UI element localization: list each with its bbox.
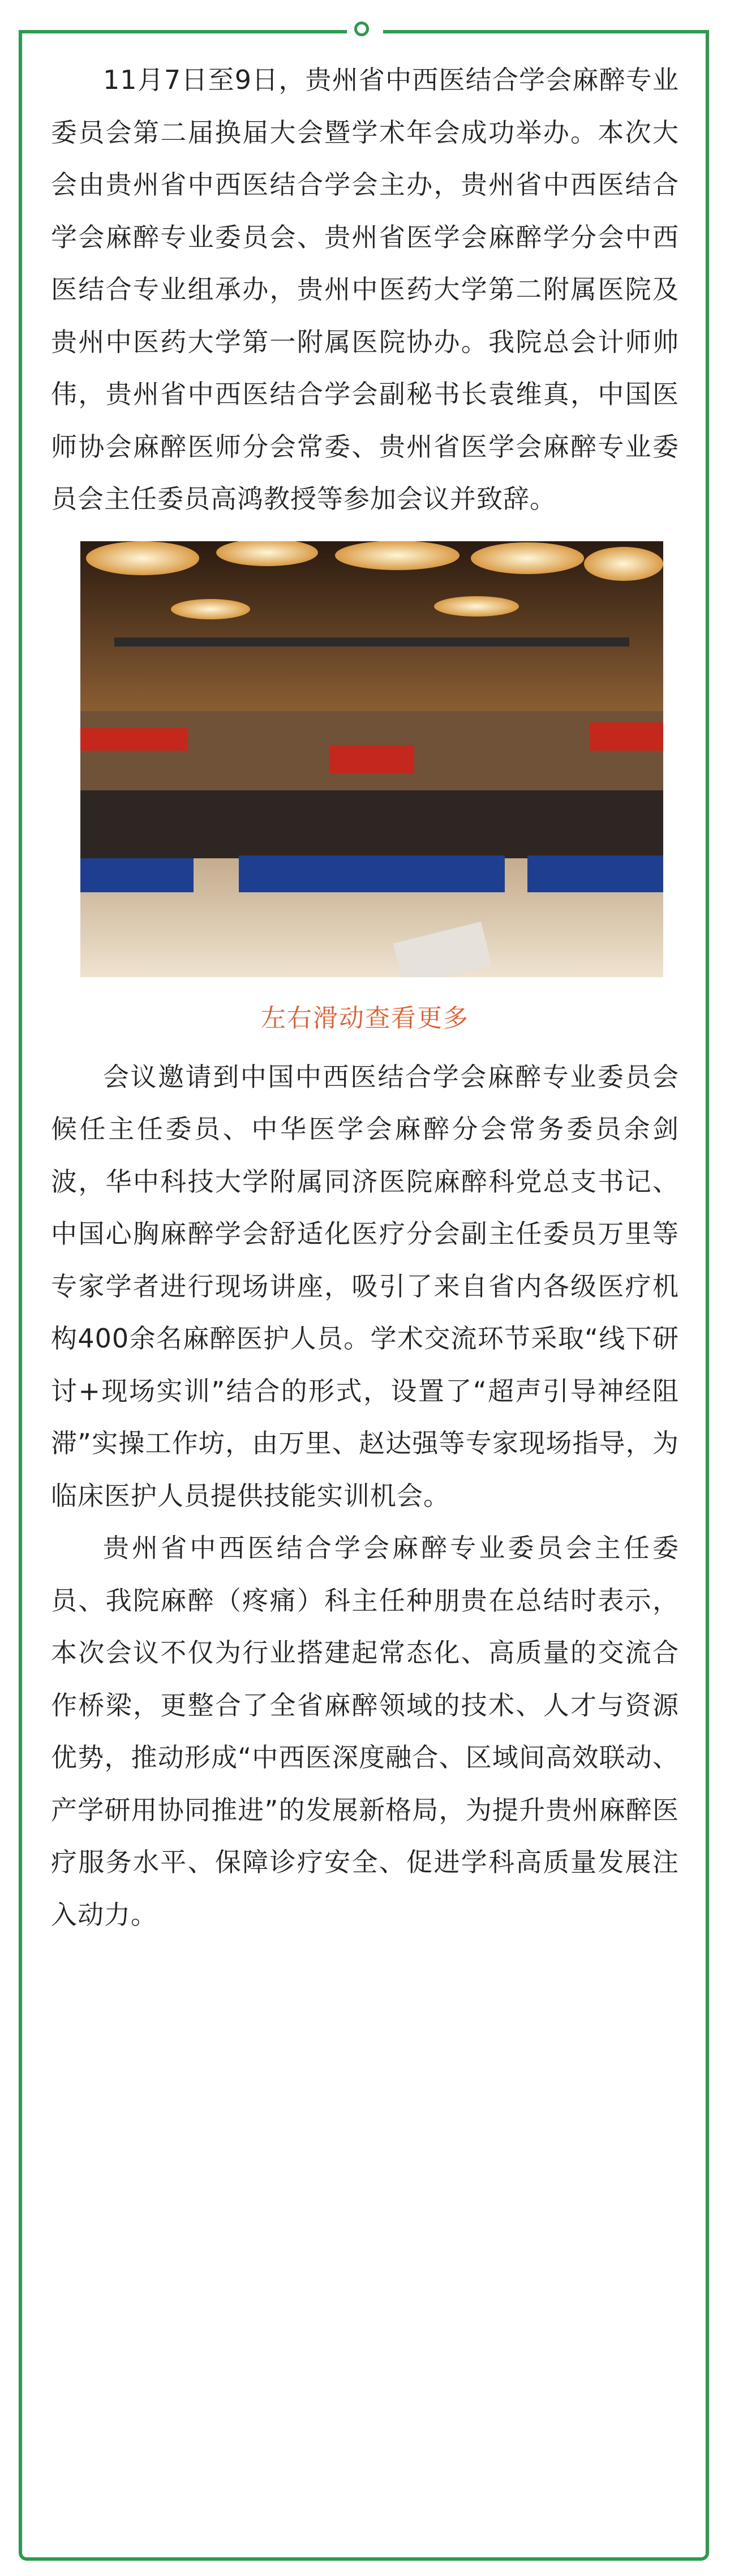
conference-photo[interactable] bbox=[80, 541, 663, 977]
paragraph-2: 会议邀请到中国中西医结合学会麻醉专业委员会候任主任委员、中华医学会麻醉分会常务委员余剑波，华中科技大学附属同济医院麻醉科党总支书记、中国心胸麻醉学会舒适化医疗分会副主任委员万里等专家学者进行现场讲座，吸引了来自省内各级医疗机构400余名麻醉医护人员。学术交流环节采取“线下研讨+现场实训”结合的形式，设置了“超声引导神经阻滞”实操工作坊，由万里、赵达强等专家现场指导，为临床医护人员提供技能实训机会。 bbox=[51, 1061, 679, 1511]
frame-circle-ornament bbox=[354, 22, 369, 36]
paragraph-1: 11月7日至9日，贵州省中西医结合学会麻醉专业委员会第二届换届大会暨学术年会成功举办。本次大会由贵州省中西医结合学会主办，贵州省中西医结合学会麻醉专业委员会、贵州省医学会麻醉学分会中西医结合专业组承办，贵州中医药大学第二附属医院及贵州中医药大学第一附属医院协办。我院总会计师帅伟，贵州省中西医结合学会副秘书长袁维真，中国医师协会麻醉医师分会常委、贵州省医学会麻醉专业委员会主任委员高鸿教授等参加会议并致辞。 bbox=[51, 65, 679, 514]
frame-top-line-right bbox=[383, 30, 709, 33]
article-content bbox=[51, 54, 679, 1941]
photo-caption: 左右滑动查看更多 bbox=[261, 1003, 469, 1033]
frame-top-line-left bbox=[19, 30, 347, 33]
paragraph-3: 贵州省中西医结合学会麻醉专业委员会主任委员、我院麻醉（疼痛）科主任种朋贵在总结时表示，本次会议不仅为行业搭建起常态化、高质量的交流合作桥梁，更整合了全省麻醉领域的技术、人才与资源优势，推动形成“中西医深度融合、区域间高效联动、产学研用协同推进”的发展新格局，为提升贵州麻醉医疗服务水平、保障诊疗安全、促进学科高质量发展注入动力。 bbox=[51, 1533, 679, 1930]
